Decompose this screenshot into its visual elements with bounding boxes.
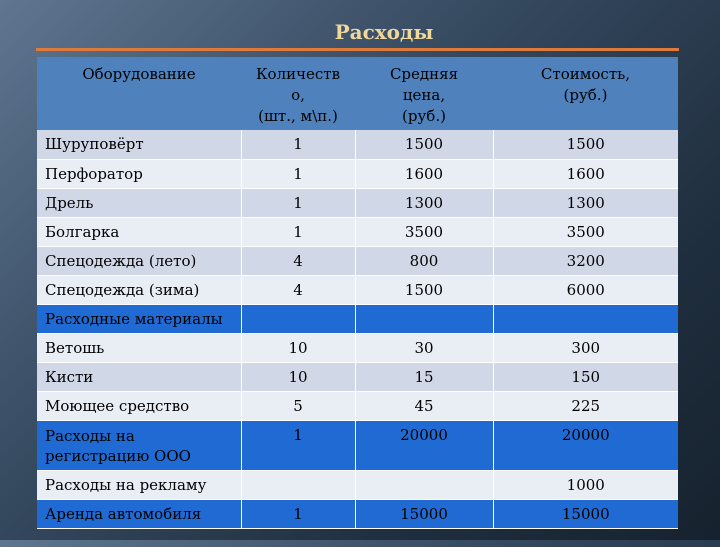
row-cost-cell xyxy=(493,304,678,333)
row-cost-cell: 3500 xyxy=(493,217,678,246)
row-price-cell: 1300 xyxy=(355,188,493,217)
row-name-cell: Расходы на рекламу xyxy=(37,470,241,499)
row-name-cell: Болгарка xyxy=(37,217,241,246)
row-cost-cell: 300 xyxy=(493,333,678,362)
table-row xyxy=(37,362,678,391)
header-equipment: Оборудование xyxy=(82,65,196,83)
row-cost-cell: 1000 xyxy=(493,470,678,499)
table-body xyxy=(37,130,678,528)
row-quantity-cell: 1 xyxy=(241,130,355,159)
row-cost-cell: 1500 xyxy=(493,130,678,159)
row-quantity-cell: 4 xyxy=(241,275,355,304)
row-quantity-cell: 1 xyxy=(241,188,355,217)
header-cost xyxy=(493,57,678,130)
row-price-cell: 30 xyxy=(355,333,493,362)
table-row xyxy=(37,130,678,159)
row-name-cell: Моющее средство xyxy=(37,391,241,420)
row-cost-cell: 6000 xyxy=(493,275,678,304)
table-row xyxy=(37,159,678,188)
table-row xyxy=(37,188,678,217)
row-price-cell: 1600 xyxy=(355,159,493,188)
table-row xyxy=(37,470,678,499)
row-name-cell: Спецодежда (лето) xyxy=(37,246,241,275)
row-price-cell: 45 xyxy=(355,391,493,420)
row-quantity-cell: 10 xyxy=(241,333,355,362)
table-row xyxy=(37,275,678,304)
row-price-cell: 20000 xyxy=(355,420,493,470)
row-price-cell xyxy=(355,470,493,499)
row-name-cell: Перфоратор xyxy=(37,159,241,188)
row-quantity-cell xyxy=(241,470,355,499)
row-quantity-cell: 4 xyxy=(241,246,355,275)
header-quantity xyxy=(241,57,355,130)
row-price-cell: 800 xyxy=(355,246,493,275)
row-quantity-cell: 5 xyxy=(241,391,355,420)
row-price-cell: 3500 xyxy=(355,217,493,246)
header-avg-price xyxy=(355,57,493,130)
table-row xyxy=(37,420,678,470)
row-quantity-cell: 1 xyxy=(241,159,355,188)
table-row xyxy=(37,217,678,246)
row-price-cell: 1500 xyxy=(355,130,493,159)
row-cost-cell: 225 xyxy=(493,391,678,420)
row-quantity-cell: 1 xyxy=(241,420,355,470)
row-price-cell: 15000 xyxy=(355,499,493,528)
table-row xyxy=(37,246,678,275)
table-row xyxy=(37,499,678,528)
row-name-cell: Ветошь xyxy=(37,333,241,362)
expenses-table-frame xyxy=(37,57,678,547)
row-cost-cell: 1300 xyxy=(493,188,678,217)
row-quantity-cell: 1 xyxy=(241,217,355,246)
row-name-cell: Спецодежда (зима) xyxy=(37,275,241,304)
row-quantity-cell: 10 xyxy=(241,362,355,391)
row-name-cell: Дрель xyxy=(37,188,241,217)
row-cost-cell: 3200 xyxy=(493,246,678,275)
header-text: Средняя цена, (руб.) xyxy=(389,65,459,125)
row-price-cell: 15 xyxy=(355,362,493,391)
title-underline xyxy=(36,48,679,51)
row-quantity-cell: 1 xyxy=(241,499,355,528)
row-cost-cell: 15000 xyxy=(493,499,678,528)
row-cost-cell: 150 xyxy=(493,362,678,391)
header-text: Количеств о, (шт., м\п.) xyxy=(255,65,341,125)
table-header-row xyxy=(37,57,678,130)
row-price-cell xyxy=(355,304,493,333)
row-name-cell: Кисти xyxy=(37,362,241,391)
row-price-cell: 1500 xyxy=(355,275,493,304)
row-name-cell: Аренда автомобиля xyxy=(37,499,241,528)
header-text: Стоимость, (руб.) xyxy=(540,65,631,104)
row-cost-cell: 20000 xyxy=(493,420,678,470)
row-cost-cell: 1600 xyxy=(493,159,678,188)
page-title: Расходы xyxy=(334,20,434,44)
row-name-cell: Шуруповёрт xyxy=(37,130,241,159)
row-quantity-cell xyxy=(241,304,355,333)
row-name-cell: Расходы на регистрацию ООО xyxy=(37,420,241,470)
table-row xyxy=(37,391,678,420)
table-row xyxy=(37,333,678,362)
table-row xyxy=(37,304,678,333)
expenses-table xyxy=(37,57,678,529)
row-name-cell: Расходные материалы xyxy=(37,304,241,333)
